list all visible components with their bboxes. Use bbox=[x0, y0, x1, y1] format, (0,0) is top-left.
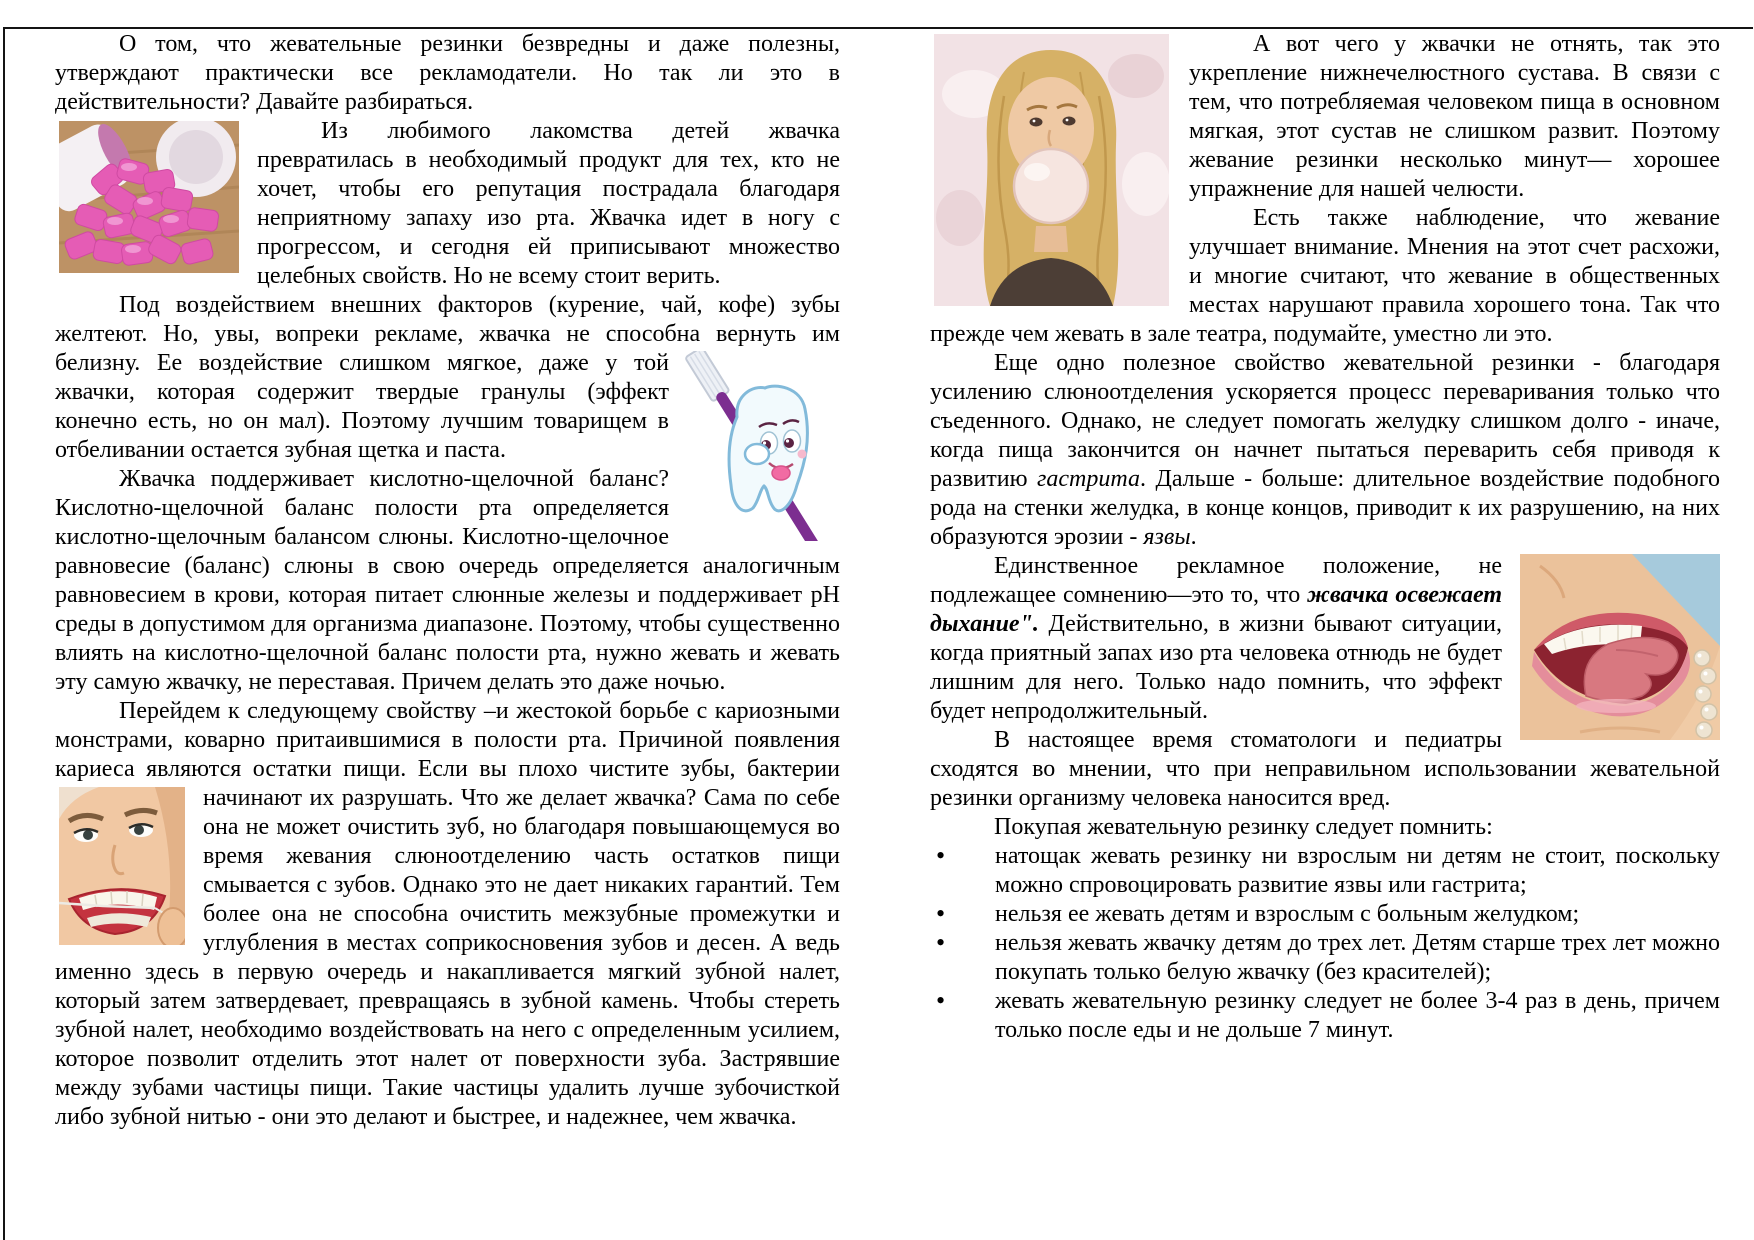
bullet-icon: • bbox=[936, 928, 946, 957]
mouth-tongue-photo bbox=[1520, 554, 1720, 740]
text-segment: . Дальше - больше: длительное воздействие подобного рода на стенки желудка, в конце концов, приводит к их разрушению, на них образуются эрозии - bbox=[930, 466, 1720, 550]
text-segment: А вот чего у жвачки не отнять, так это укрепление нижнечелюстного сустава. В связи с тем, что потребляемая человеком пища в основном мягкая, этот сустав не слишком развит. Поэтому жевание резинки несколько минут— хорошее упражнение для нашей челюсти. bbox=[1189, 31, 1720, 202]
advice-bullet-list bbox=[930, 842, 1720, 1045]
text-segment: Еще одно полезное свойство жевательной резинки - благодаря усилению слюноотделения ускоряется процесс переваривания только что съеденного. Однако, не следует помогать желудку слишком долго - иначе, когда пища закончится он начнет пытаться переварить себя приводя к развитию bbox=[930, 350, 1720, 492]
paragraph-intro bbox=[55, 30, 840, 117]
list-item bbox=[930, 842, 1720, 900]
italic-word-gastritis: гастрита bbox=[1037, 466, 1140, 492]
pink-gum-photo bbox=[59, 121, 239, 273]
text-segment: Жвачка поддерживает кислотно-щелочной баланс? Кислотно-щелочной баланс полости рта определяется кислотно-щелочным балансом слюны. Кислотно-щелочное равновесие (баланс) слюны в свою очередь определяется аналогичным равновесием в крови, которая питает слюнные железы и поддерживает рН среды в допустимом для организма диапазоне. Поэтому, чтобы существенно влиять на кислотно-щелочной баланс полости рта, нужно жевать и жевать эту самую жвачку, не переставая. Причем делать это даже ночью. bbox=[55, 466, 840, 695]
list-item-text: жевать жевательную резинку следует не более 3-4 раз в день, причем только после еды и не дольше 7 минут. bbox=[995, 988, 1720, 1043]
text-segment: Единственное рекламное положение, не подлежащее сомнению—это то, что bbox=[930, 553, 1502, 608]
list-item bbox=[930, 900, 1720, 929]
text-segment: Под воздействием внешних факторов (курение, чай, кофе) зубы желтеют. Но, увы, вопреки рекламе, жвачка не способна вернуть им bbox=[55, 292, 840, 347]
pink-gum-photo-graphic bbox=[59, 121, 239, 273]
list-item-text: натощак жевать резинку ни взрослым ни детям не стоит, поскольку можно спровоцировать развитие язвы или гастрита; bbox=[995, 843, 1720, 898]
text-segment: Действительно, в жизни бывают ситуации, когда приятный запах изо рта человека отнюдь не будет лишним для него. Только надо помнить, что эффект будет непродолжительный. bbox=[930, 611, 1502, 724]
italic-word-ulcers: язвы bbox=[1143, 524, 1191, 550]
bold-italic-claim: жвачка освежает дыхание". bbox=[930, 582, 1502, 637]
bullet-icon: • bbox=[936, 899, 946, 928]
two-column-layout bbox=[55, 30, 1720, 1132]
text-segment: О том, что жевательные резинки безвредны и даже полезны, утверждают практически все рекламодатели. Но так ли это в действительности? Давайте разбираться. bbox=[55, 31, 840, 115]
list-item-text: нельзя ее жевать детям и взрослым с больным желудком; bbox=[995, 901, 1580, 927]
text-segment: Покупая жевательную резинку следует помнить: bbox=[994, 814, 1493, 840]
paragraph-whitening bbox=[55, 291, 840, 465]
paragraph-digestion bbox=[930, 349, 1720, 552]
bubblegum-girl-photo bbox=[934, 34, 1169, 306]
text-segment: . bbox=[1190, 524, 1197, 550]
paragraph-fresh-breath bbox=[930, 552, 1720, 726]
text-segment: себе она не может очистить зуб, но благодаря повышающемуся во время жевания слюноотделению часть остатков пищи смывается с зубов. Однако это не дает никаких гарантий. Тем более она не способна очистить межзубные промежутки и углубления в местах соприкосновения зубов и десен. А ведь именно здесь в первую очередь и накапливается мягкий зубной налет, который затем затвердевает, превращаясь в зубной камень. Чтобы стереть зубной налет, необходимо воздействовать на него с определенным усилием, которое позволит отделить этот налет от поверхности зуба. Застрявшие между зубами частицы пищи. Такие частицы удалить лучше зубочисткой либо зубной нитью - они это делают и быстрее, и надежнее, чем жвачка. bbox=[55, 785, 840, 1130]
right-column bbox=[930, 30, 1720, 1132]
text-segment: Есть также наблюдение, что жевание улучшает внимание. Мнения на этот счет расхожи, и многие считают, что жевание в общественных местах нарушают правила хорошего тона. Так что прежде чем жевать в зале театра, подумайте, уместно ли это. bbox=[930, 205, 1720, 347]
bullet-icon: • bbox=[936, 841, 946, 870]
left-column bbox=[55, 30, 840, 1132]
text-segment: В настоящее время стоматологи и педиатры сходятся во мнении, что при неправильном использовании жевательной резинки организму человека наносится вред. bbox=[930, 727, 1720, 811]
bullet-icon: • bbox=[936, 986, 946, 1015]
flossing-woman-graphic bbox=[59, 787, 185, 945]
text-segment: белизну. Ее воздействие слишком мягкое, даже у той жвачки, которая содержит твердые гранулы (эффект конечно есть, но он мал). Поэтому лучшим товарищем в отбеливании остается зубная щетка и паста. bbox=[55, 350, 669, 463]
list-item bbox=[930, 929, 1720, 987]
flossing-woman-photo bbox=[59, 787, 185, 945]
tooth-toothbrush-graphic bbox=[685, 351, 840, 541]
paragraph-caries bbox=[55, 697, 840, 1132]
text-segment: Перейдем к следующему свойству –и жестокой борьбе с кариозными монстрами, коварно притаившимися в полости рта. Причиной появления кариеса являются остатки пищи. Если вы плохо чистите зубы, бактерии начинают их разрушать. Что же делает жвачка? Сама по bbox=[55, 698, 840, 811]
tooth-toothbrush-illustration bbox=[685, 351, 840, 541]
text-segment: Из любимого лакомства детей жвачка превратилась в необходимый продукт для тех, кто не хочет, чтобы его репутация пострадала благодаря неприятному запаху изо рта. Жвачка идет в ногу с прогрессом, и сегодня ей приписывают множество целебных свойств. Но не всему стоит верить. bbox=[257, 118, 840, 289]
list-item-text: нельзя жевать жвачку детям до трех лет. Детям старше трех лет можно покупать только белую жвачку (без красителей); bbox=[995, 930, 1720, 985]
bubblegum-girl-graphic bbox=[934, 34, 1169, 306]
paragraph-list-intro bbox=[930, 813, 1720, 842]
mouth-tongue-graphic bbox=[1520, 554, 1720, 740]
paragraph-jaw bbox=[930, 30, 1720, 204]
list-item bbox=[930, 987, 1720, 1045]
